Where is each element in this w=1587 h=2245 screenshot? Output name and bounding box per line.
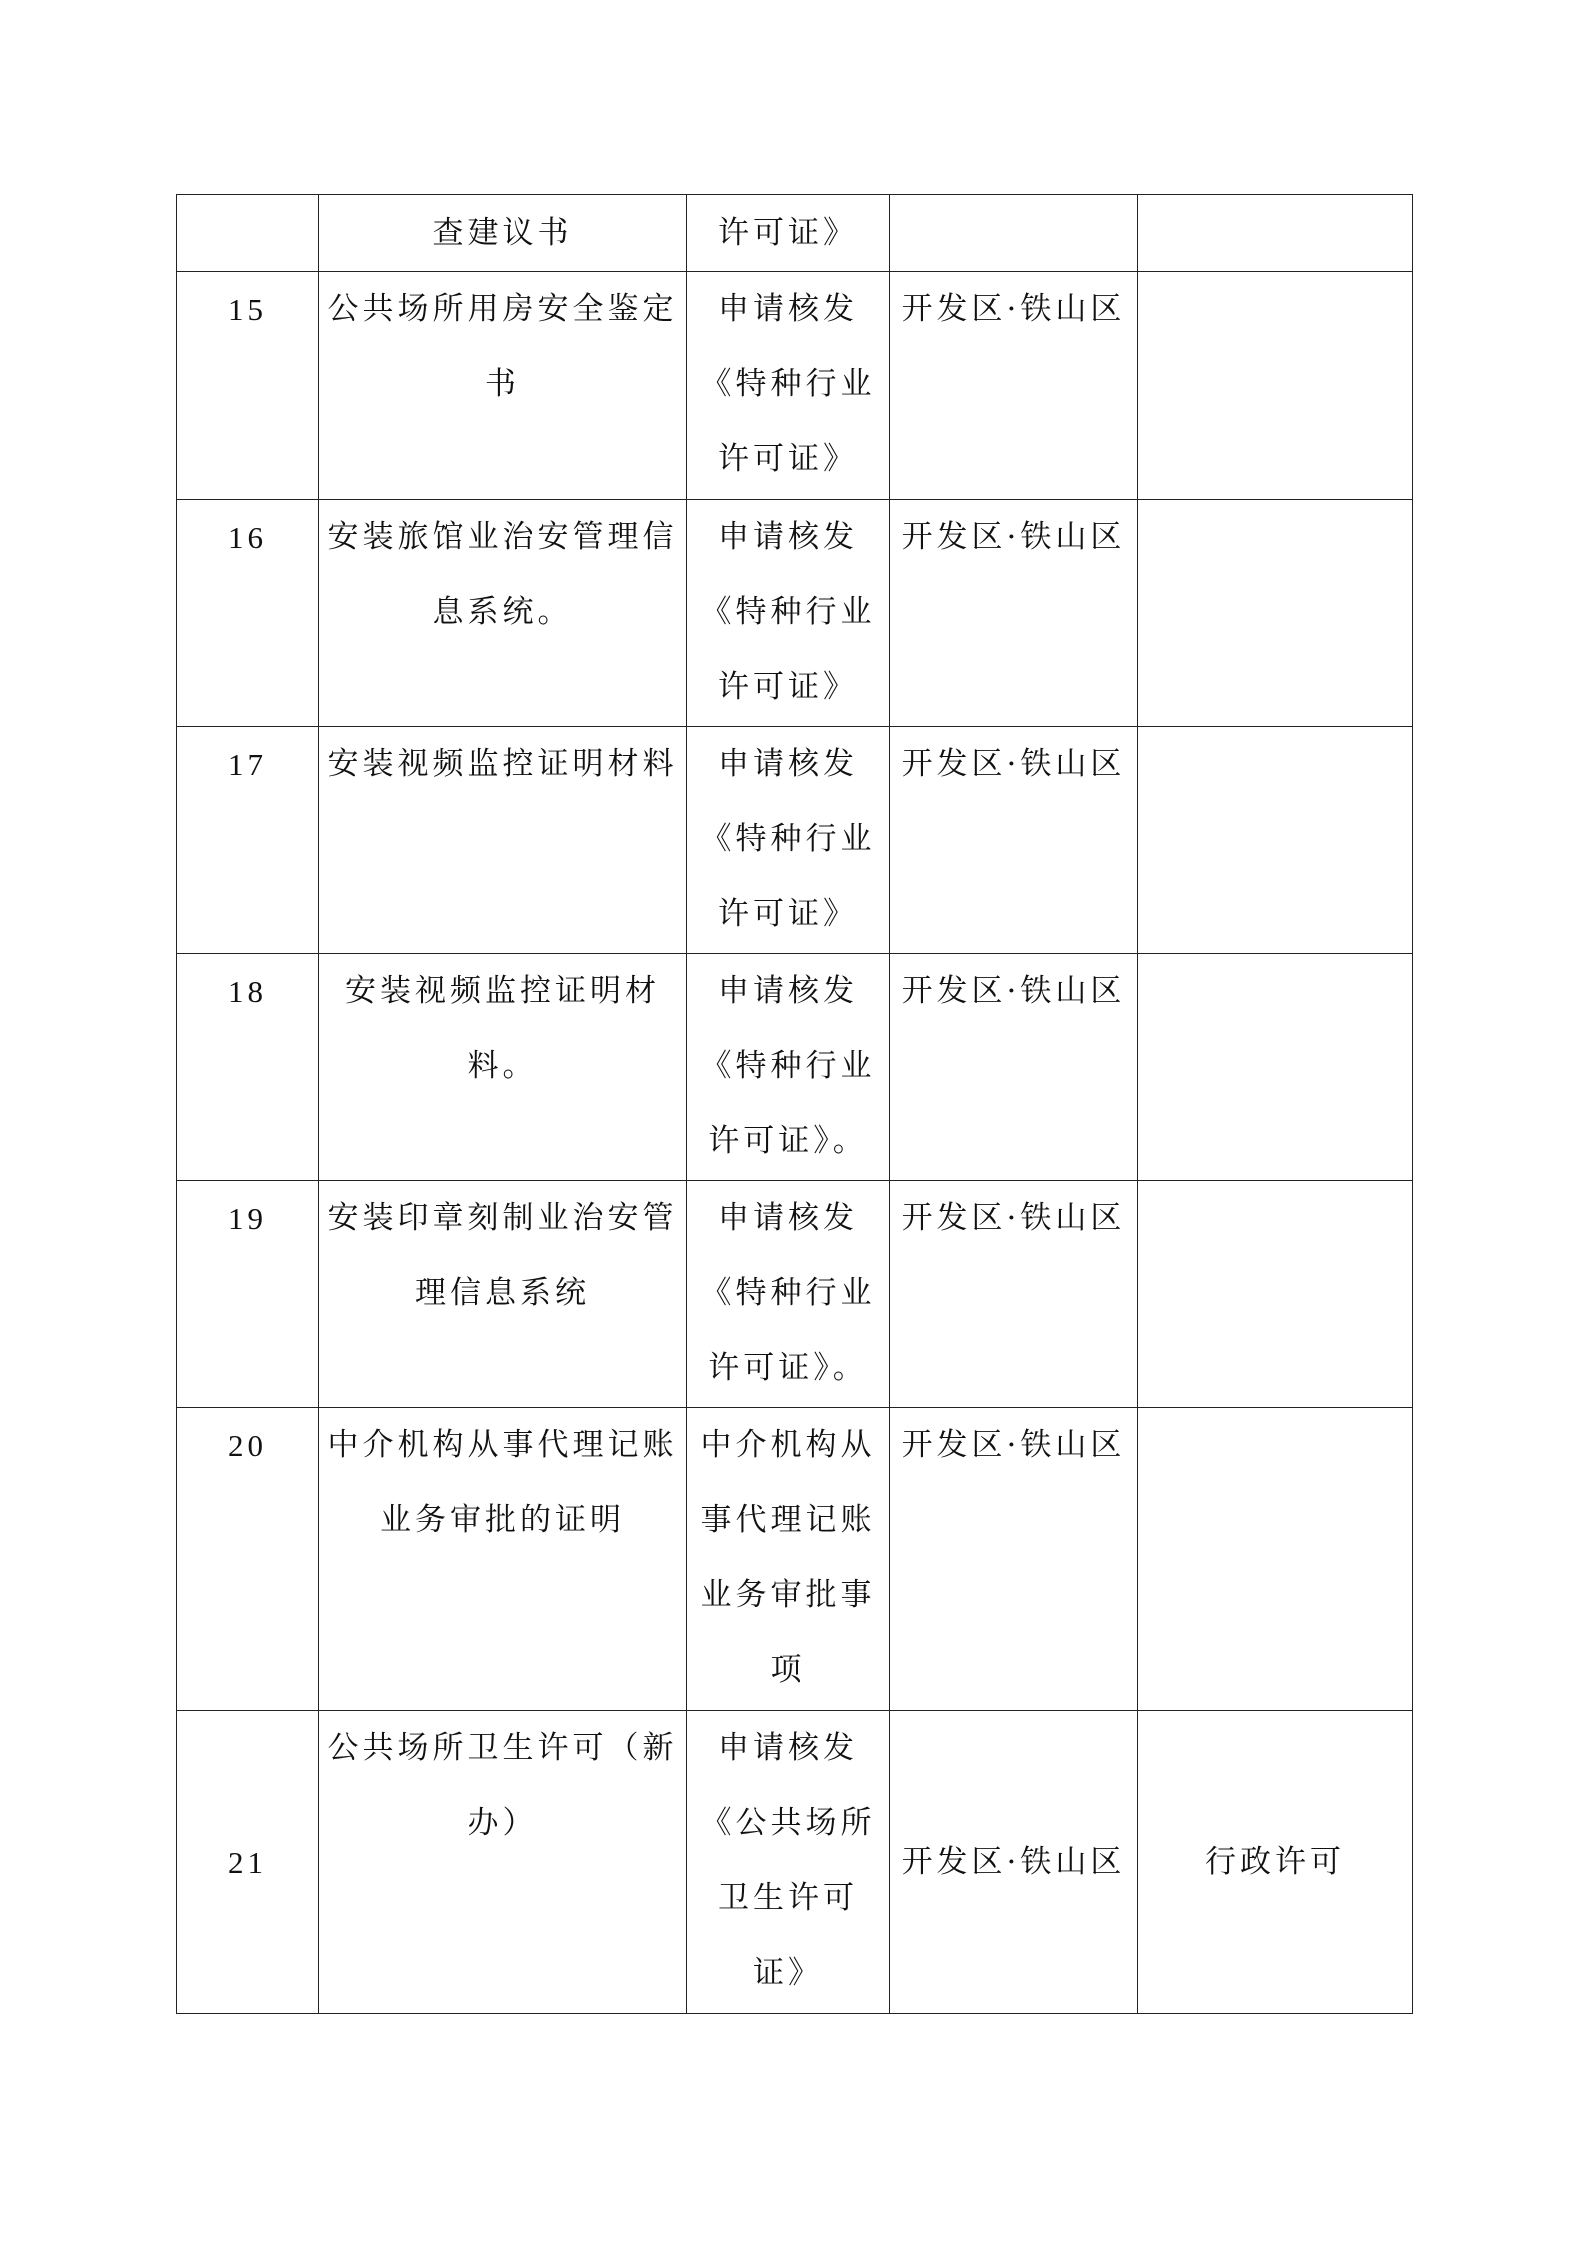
basis-text: 许可证》 — [687, 195, 890, 272]
area-text — [890, 195, 1138, 272]
basis-text: 申请核发 《特种行业 许可证》。 — [687, 1181, 890, 1408]
row-number: 18 — [177, 954, 319, 1181]
item-name: 公共场所用房安全鉴定 书 — [319, 272, 687, 500]
basis-text: 中介机构从 事代理记账 业务审批事 项 — [687, 1408, 890, 1711]
table-row — [177, 500, 1413, 727]
type-text — [1138, 195, 1413, 272]
basis-text: 申请核发 《特种行业 许可证》 — [687, 727, 890, 954]
row-number: 20 — [177, 1408, 319, 1711]
item-name: 中介机构从事代理记账 业务审批的证明 — [319, 1408, 687, 1711]
type-text — [1138, 272, 1413, 500]
table-row — [177, 272, 1413, 500]
type-text: 行政许可 — [1138, 1711, 1413, 2014]
type-text — [1138, 1408, 1413, 1711]
type-text — [1138, 500, 1413, 727]
row-number: 15 — [177, 272, 319, 500]
basis-text: 申请核发 《特种行业 许可证》。 — [687, 954, 890, 1181]
item-name: 安装视频监控证明材料。 — [319, 954, 687, 1181]
area-text: 开发区·铁山区 — [890, 954, 1138, 1181]
row-number — [177, 195, 319, 272]
row-number: 17 — [177, 727, 319, 954]
table-row — [177, 727, 1413, 954]
type-text — [1138, 727, 1413, 954]
item-name: 查建议书 — [319, 195, 687, 272]
row-number: 21 — [177, 1711, 319, 2014]
table-row — [177, 1408, 1413, 1711]
table-row — [177, 1181, 1413, 1408]
area-text: 开发区·铁山区 — [890, 1408, 1138, 1711]
table-row — [177, 195, 1413, 272]
type-text — [1138, 1181, 1413, 1408]
table-row — [177, 954, 1413, 1181]
row-number: 16 — [177, 500, 319, 727]
table-row — [177, 1711, 1413, 2014]
area-text: 开发区·铁山区 — [890, 1711, 1138, 2014]
area-text: 开发区·铁山区 — [890, 1181, 1138, 1408]
item-name: 安装旅馆业治安管理信 息系统。 — [319, 500, 687, 727]
area-text: 开发区·铁山区 — [890, 727, 1138, 954]
type-text — [1138, 954, 1413, 1181]
approval-items-table — [176, 194, 1413, 2014]
area-text: 开发区·铁山区 — [890, 500, 1138, 727]
area-text: 开发区·铁山区 — [890, 272, 1138, 500]
basis-text: 申请核发 《特种行业 许可证》 — [687, 500, 890, 727]
row-number: 19 — [177, 1181, 319, 1408]
item-name: 公共场所卫生许可（新 办） — [319, 1711, 687, 2014]
item-name: 安装视频监控证明材料 — [319, 727, 687, 954]
basis-text: 申请核发 《特种行业 许可证》 — [687, 272, 890, 500]
basis-text: 申请核发 《公共场所 卫生许可 证》 — [687, 1711, 890, 2014]
item-name: 安装印章刻制业治安管 理信息系统 — [319, 1181, 687, 1408]
